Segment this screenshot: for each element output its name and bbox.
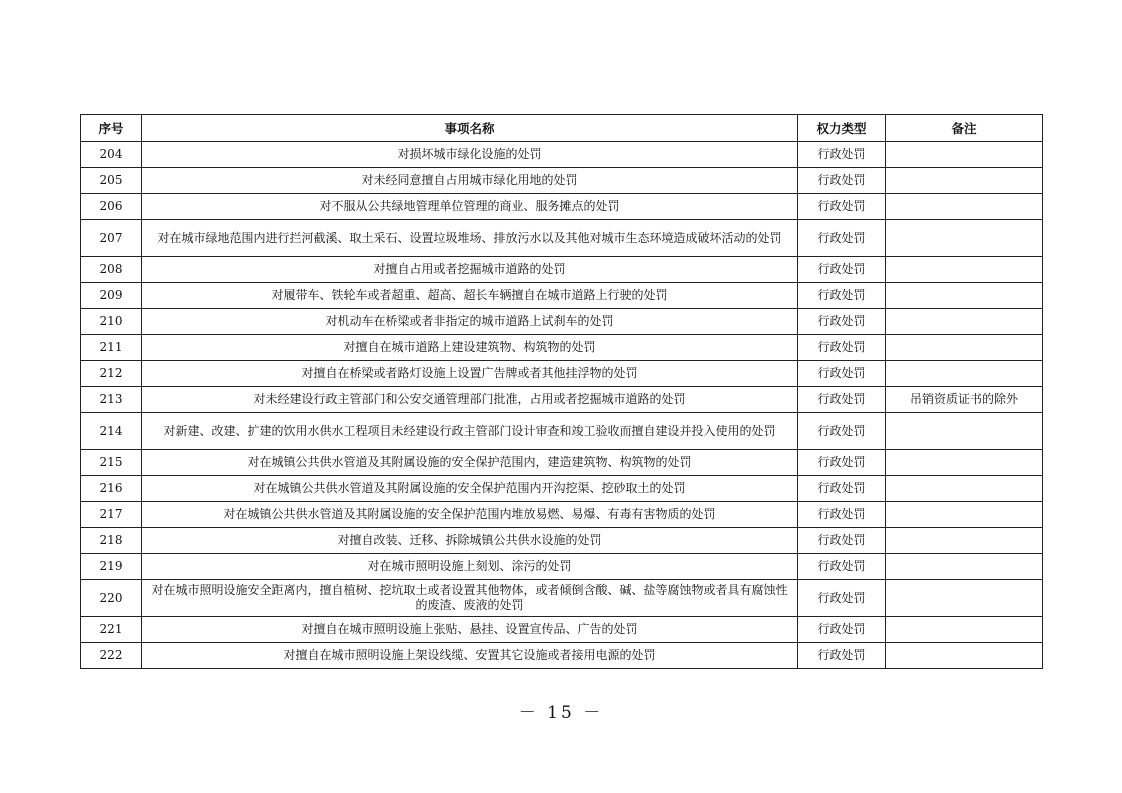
cell-remarks — [886, 476, 1043, 502]
cell-item-name: 对擅自在城市照明设施上张贴、悬挂、设置宣传品、广告的处罚 — [142, 617, 798, 643]
cell-power-type: 行政处罚 — [798, 413, 886, 450]
cell-serial-no: 207 — [81, 220, 142, 257]
cell-power-type: 行政处罚 — [798, 361, 886, 387]
cell-remarks — [886, 502, 1043, 528]
table-row — [81, 643, 1043, 669]
cell-serial-no: 210 — [81, 309, 142, 335]
cell-remarks — [886, 194, 1043, 220]
cell-remarks — [886, 361, 1043, 387]
cell-power-type: 行政处罚 — [798, 283, 886, 309]
cell-remarks — [886, 554, 1043, 580]
cell-power-type: 行政处罚 — [798, 450, 886, 476]
cell-item-name: 对在城镇公共供水管道及其附属设施的安全保护范围内，建造建筑物、构筑物的处罚 — [142, 450, 798, 476]
cell-item-name: 对履带车、铁轮车或者超重、超高、超长车辆擅自在城市道路上行驶的处罚 — [142, 283, 798, 309]
cell-remarks — [886, 257, 1043, 283]
cell-remarks — [886, 413, 1043, 450]
cell-item-name: 对在城镇公共供水管道及其附属设施的安全保护范围内堆放易燃、易爆、有毒有害物质的处罚 — [142, 502, 798, 528]
cell-serial-no: 218 — [81, 528, 142, 554]
table-row — [81, 194, 1043, 220]
cell-remarks — [886, 283, 1043, 309]
cell-item-name: 对未经同意擅自占用城市绿化用地的处罚 — [142, 168, 798, 194]
cell-serial-no: 215 — [81, 450, 142, 476]
cell-power-type: 行政处罚 — [798, 257, 886, 283]
cell-remarks — [886, 580, 1043, 617]
table-row — [81, 580, 1043, 617]
cell-remarks — [886, 528, 1043, 554]
page-number: － 15 － — [518, 703, 604, 723]
cell-serial-no: 209 — [81, 283, 142, 309]
table-row — [81, 554, 1043, 580]
header-power-type: 权力类型 — [798, 115, 886, 142]
table-row — [81, 528, 1043, 554]
cell-serial-no: 208 — [81, 257, 142, 283]
table-row — [81, 617, 1043, 643]
cell-serial-no: 219 — [81, 554, 142, 580]
cell-item-name: 对擅自占用或者挖掘城市道路的处罚 — [142, 257, 798, 283]
cell-item-name: 对擅自在桥梁或者路灯设施上设置广告牌或者其他挂浮物的处罚 — [142, 361, 798, 387]
cell-power-type: 行政处罚 — [798, 142, 886, 168]
cell-power-type: 行政处罚 — [798, 220, 886, 257]
cell-power-type: 行政处罚 — [798, 335, 886, 361]
cell-power-type: 行政处罚 — [798, 643, 886, 669]
items-table — [80, 114, 1043, 669]
cell-remarks — [886, 335, 1043, 361]
cell-serial-no: 221 — [81, 617, 142, 643]
cell-serial-no: 220 — [81, 580, 142, 617]
cell-power-type: 行政处罚 — [798, 168, 886, 194]
cell-serial-no: 216 — [81, 476, 142, 502]
table-row — [81, 283, 1043, 309]
table-row — [81, 168, 1043, 194]
cell-serial-no: 206 — [81, 194, 142, 220]
cell-serial-no: 212 — [81, 361, 142, 387]
table-row — [81, 220, 1043, 257]
table-row — [81, 387, 1043, 413]
table-row — [81, 335, 1043, 361]
cell-serial-no: 205 — [81, 168, 142, 194]
cell-power-type: 行政处罚 — [798, 528, 886, 554]
cell-item-name: 对擅自在城市道路上建设建筑物、构筑物的处罚 — [142, 335, 798, 361]
cell-remarks — [886, 643, 1043, 669]
cell-item-name: 对损坏城市绿化设施的处罚 — [142, 142, 798, 168]
header-item-name: 事项名称 — [142, 115, 798, 142]
table-row — [81, 257, 1043, 283]
cell-power-type: 行政处罚 — [798, 502, 886, 528]
cell-power-type: 行政处罚 — [798, 580, 886, 617]
table-row — [81, 502, 1043, 528]
cell-remarks — [886, 617, 1043, 643]
cell-serial-no: 222 — [81, 643, 142, 669]
cell-item-name: 对擅自在城市照明设施上架设线缆、安置其它设施或者接用电源的处罚 — [142, 643, 798, 669]
cell-item-name: 对未经建设行政主管部门和公安交通管理部门批准，占用或者挖掘城市道路的处罚 — [142, 387, 798, 413]
cell-remarks — [886, 168, 1043, 194]
table-row — [81, 476, 1043, 502]
cell-remarks — [886, 220, 1043, 257]
cell-power-type: 行政处罚 — [798, 387, 886, 413]
cell-serial-no: 213 — [81, 387, 142, 413]
table-row — [81, 413, 1043, 450]
cell-item-name: 对在城市照明设施上刻划、涂污的处罚 — [142, 554, 798, 580]
cell-item-name: 对不服从公共绿地管理单位管理的商业、服务摊点的处罚 — [142, 194, 798, 220]
table-row — [81, 309, 1043, 335]
cell-power-type: 行政处罚 — [798, 554, 886, 580]
cell-remarks — [886, 450, 1043, 476]
cell-item-name: 对擅自改装、迁移、拆除城镇公共供水设施的处罚 — [142, 528, 798, 554]
header-serial-no: 序号 — [81, 115, 142, 142]
cell-item-name: 对在城市绿地范围内进行拦河截溪、取土采石、设置垃圾堆场、排放污水以及其他对城市生态环境造成破坏活动的处罚 — [142, 220, 798, 257]
table-header-row — [81, 115, 1043, 142]
cell-remarks — [886, 309, 1043, 335]
header-remarks: 备注 — [886, 115, 1043, 142]
cell-item-name: 对新建、改建、扩建的饮用水供水工程项目未经建设行政主管部门设计审查和竣工验收而擅自建设并投入使用的处罚 — [142, 413, 798, 450]
cell-item-name: 对在城市照明设施安全距离内，擅自植树、挖坑取土或者设置其他物体，或者倾倒含酸、碱、盐等腐蚀物或者具有腐蚀性的废渣、废液的处罚 — [142, 580, 798, 617]
table-row — [81, 450, 1043, 476]
cell-serial-no: 217 — [81, 502, 142, 528]
cell-item-name: 对在城镇公共供水管道及其附属设施的安全保护范围内开沟挖渠、挖砂取土的处罚 — [142, 476, 798, 502]
cell-remarks: 吊销资质证书的除外 — [886, 387, 1043, 413]
cell-serial-no: 211 — [81, 335, 142, 361]
cell-serial-no: 204 — [81, 142, 142, 168]
cell-remarks — [886, 142, 1043, 168]
table-row — [81, 142, 1043, 168]
cell-power-type: 行政处罚 — [798, 476, 886, 502]
cell-item-name: 对机动车在桥梁或者非指定的城市道路上试刹车的处罚 — [142, 309, 798, 335]
cell-power-type: 行政处罚 — [798, 617, 886, 643]
table-row — [81, 361, 1043, 387]
cell-serial-no: 214 — [81, 413, 142, 450]
cell-power-type: 行政处罚 — [798, 309, 886, 335]
cell-power-type: 行政处罚 — [798, 194, 886, 220]
